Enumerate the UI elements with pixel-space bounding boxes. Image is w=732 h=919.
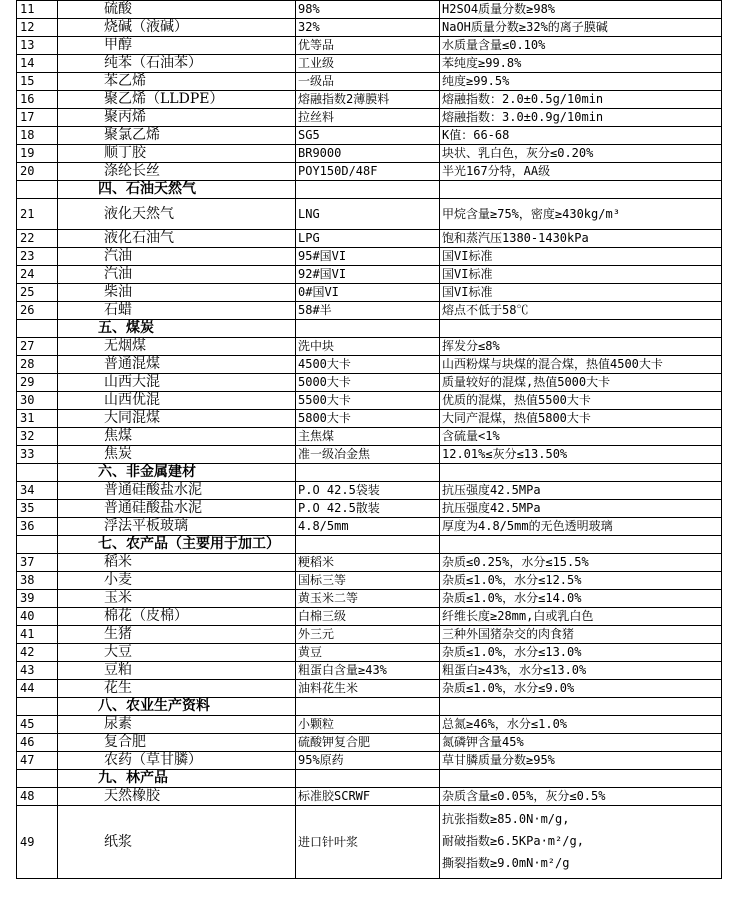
commodity-spec: LNG bbox=[296, 199, 440, 230]
quality-standard: 熔融指数：3.0±0.9g/10min bbox=[440, 109, 722, 127]
row-number: 39 bbox=[17, 590, 58, 608]
commodity-name: 纯苯（石油苯） bbox=[58, 55, 296, 73]
row-number: 44 bbox=[17, 680, 58, 698]
section-number-cell bbox=[17, 770, 58, 788]
row-number: 12 bbox=[17, 19, 58, 37]
commodity-spec: P.O 42.5袋装 bbox=[296, 482, 440, 500]
section-number-cell bbox=[17, 464, 58, 482]
quality-standard: 饱和蒸汽压1380-1430kPa bbox=[440, 230, 722, 248]
quality-standard: 山西粉煤与块煤的混合煤，热值4500大卡 bbox=[440, 356, 722, 374]
section-header-row bbox=[17, 536, 722, 554]
commodity-spec: 95#国VI bbox=[296, 248, 440, 266]
commodity-spec: 熔融指数2薄膜料 bbox=[296, 91, 440, 109]
row-number: 21 bbox=[17, 199, 58, 230]
table-row bbox=[17, 752, 722, 770]
section-number-cell bbox=[17, 320, 58, 338]
commodity-spec: 硫酸钾复合肥 bbox=[296, 734, 440, 752]
section-number-cell bbox=[17, 181, 58, 199]
table-row bbox=[17, 356, 722, 374]
quality-standard-line: 抗张指数≥85.0N·m/g, bbox=[442, 812, 570, 826]
quality-standard: 氮磷钾含量45% bbox=[440, 734, 722, 752]
quality-standard bbox=[440, 806, 722, 879]
row-number: 35 bbox=[17, 500, 58, 518]
table-row bbox=[17, 662, 722, 680]
commodity-name: 液化天然气 bbox=[58, 199, 296, 230]
row-number: 36 bbox=[17, 518, 58, 536]
commodity-name: 棉花（皮棉） bbox=[58, 608, 296, 626]
quality-standard: 优质的混煤，热值5500大卡 bbox=[440, 392, 722, 410]
commodity-name: 甲醇 bbox=[58, 37, 296, 55]
table-row bbox=[17, 230, 722, 248]
section-std-cell bbox=[440, 464, 722, 482]
section-number-cell bbox=[17, 536, 58, 554]
commodity-name: 玉米 bbox=[58, 590, 296, 608]
commodity-name: 涤纶长丝 bbox=[58, 163, 296, 181]
quality-standard: 熔融指数：2.0±0.5g/10min bbox=[440, 91, 722, 109]
commodity-spec: 黄豆 bbox=[296, 644, 440, 662]
row-number: 13 bbox=[17, 37, 58, 55]
row-number: 46 bbox=[17, 734, 58, 752]
quality-standard: 质量较好的混煤,热值5000大卡 bbox=[440, 374, 722, 392]
commodity-spec: 5800大卡 bbox=[296, 410, 440, 428]
commodity-name: 聚氯乙烯 bbox=[58, 127, 296, 145]
commodity-name: 苯乙烯 bbox=[58, 73, 296, 91]
row-number: 15 bbox=[17, 73, 58, 91]
table-row bbox=[17, 500, 722, 518]
row-number: 31 bbox=[17, 410, 58, 428]
table-row bbox=[17, 266, 722, 284]
row-number: 33 bbox=[17, 446, 58, 464]
row-number: 40 bbox=[17, 608, 58, 626]
table-row bbox=[17, 788, 722, 806]
commodity-spec: 32% bbox=[296, 19, 440, 37]
section-spec-cell bbox=[296, 320, 440, 338]
section-header-row bbox=[17, 698, 722, 716]
quality-standard: 抗压强度42.5MPa bbox=[440, 500, 722, 518]
commodity-name: 液化石油气 bbox=[58, 230, 296, 248]
commodity-spec: 标准胶SCRWF bbox=[296, 788, 440, 806]
row-number: 23 bbox=[17, 248, 58, 266]
row-number: 17 bbox=[17, 109, 58, 127]
commodity-name: 无烟煤 bbox=[58, 338, 296, 356]
quality-standard: 纤维长度≥28mm,白或乳白色 bbox=[440, 608, 722, 626]
section-header-row bbox=[17, 181, 722, 199]
section-title: 八、农业生产资料 bbox=[58, 698, 296, 716]
table-row bbox=[17, 91, 722, 109]
quality-standard: 国VI标准 bbox=[440, 248, 722, 266]
quality-standard: NaOH质量分数≥32%的离子膜碱 bbox=[440, 19, 722, 37]
commodity-name: 石蜡 bbox=[58, 302, 296, 320]
row-number: 29 bbox=[17, 374, 58, 392]
table-row bbox=[17, 428, 722, 446]
commodity-spec: 油料花生米 bbox=[296, 680, 440, 698]
commodity-table bbox=[16, 0, 722, 879]
commodity-name: 普通硅酸盐水泥 bbox=[58, 482, 296, 500]
commodity-spec: LPG bbox=[296, 230, 440, 248]
section-spec-cell bbox=[296, 698, 440, 716]
row-number: 20 bbox=[17, 163, 58, 181]
commodity-spec: 5500大卡 bbox=[296, 392, 440, 410]
row-number: 26 bbox=[17, 302, 58, 320]
row-number: 25 bbox=[17, 284, 58, 302]
quality-standard: 杂质≤1.0%，水分≤14.0% bbox=[440, 590, 722, 608]
commodity-spec: 工业级 bbox=[296, 55, 440, 73]
table-row bbox=[17, 55, 722, 73]
row-number: 42 bbox=[17, 644, 58, 662]
row-number: 30 bbox=[17, 392, 58, 410]
quality-standard: 国VI标准 bbox=[440, 266, 722, 284]
quality-standard: K值：66-68 bbox=[440, 127, 722, 145]
price-table-sheet bbox=[16, 0, 721, 879]
table-row bbox=[17, 518, 722, 536]
row-number: 45 bbox=[17, 716, 58, 734]
quality-standard: 挥发分≤8% bbox=[440, 338, 722, 356]
quality-standard: 粗蛋白≥43%，水分≤13.0% bbox=[440, 662, 722, 680]
commodity-spec: 洗中块 bbox=[296, 338, 440, 356]
section-std-cell bbox=[440, 536, 722, 554]
quality-standard: 抗压强度42.5MPa bbox=[440, 482, 722, 500]
row-number: 28 bbox=[17, 356, 58, 374]
commodity-name: 农药（草甘膦） bbox=[58, 752, 296, 770]
commodity-spec: 拉丝料 bbox=[296, 109, 440, 127]
commodity-name: 尿素 bbox=[58, 716, 296, 734]
commodity-name: 大同混煤 bbox=[58, 410, 296, 428]
row-number: 16 bbox=[17, 91, 58, 109]
commodity-spec: 准一级冶金焦 bbox=[296, 446, 440, 464]
commodity-name: 纸浆 bbox=[58, 806, 296, 879]
commodity-spec: SG5 bbox=[296, 127, 440, 145]
quality-standard: 草甘膦质量分数≥95% bbox=[440, 752, 722, 770]
quality-standard: 杂质含量≤0.05%，灰分≤0.5% bbox=[440, 788, 722, 806]
quality-standard: 苯纯度≥99.8% bbox=[440, 55, 722, 73]
row-number: 19 bbox=[17, 145, 58, 163]
quality-standard: 含硫量<1% bbox=[440, 428, 722, 446]
quality-standard-line: 耐破指数≥6.5KPa·m²/g, bbox=[442, 834, 584, 848]
commodity-name: 普通混煤 bbox=[58, 356, 296, 374]
commodity-spec: 主焦煤 bbox=[296, 428, 440, 446]
quality-standard: 12.01%≤灰分≤13.50% bbox=[440, 446, 722, 464]
table-row bbox=[17, 608, 722, 626]
quality-standard: 厚度为4.8/5mm的无色透明玻璃 bbox=[440, 518, 722, 536]
table-row bbox=[17, 590, 722, 608]
commodity-name: 焦炭 bbox=[58, 446, 296, 464]
table-row bbox=[17, 716, 722, 734]
quality-standard: 总氮≥46%，水分≤1.0% bbox=[440, 716, 722, 734]
table-row bbox=[17, 163, 722, 181]
commodity-name: 聚乙烯（LLDPE） bbox=[58, 91, 296, 109]
table-row bbox=[17, 338, 722, 356]
table-row bbox=[17, 145, 722, 163]
quality-standard: 杂质≤1.0%，水分≤13.0% bbox=[440, 644, 722, 662]
section-std-cell bbox=[440, 320, 722, 338]
commodity-spec: 粳稻米 bbox=[296, 554, 440, 572]
quality-standard: 大同产混煤，热值5800大卡 bbox=[440, 410, 722, 428]
section-header-row bbox=[17, 320, 722, 338]
table-row bbox=[17, 109, 722, 127]
quality-standard: 半光167分特，AA级 bbox=[440, 163, 722, 181]
row-number: 41 bbox=[17, 626, 58, 644]
commodity-spec: 黄玉米二等 bbox=[296, 590, 440, 608]
commodity-name: 稻米 bbox=[58, 554, 296, 572]
section-std-cell bbox=[440, 181, 722, 199]
row-number: 47 bbox=[17, 752, 58, 770]
commodity-name: 聚丙烯 bbox=[58, 109, 296, 127]
commodity-name: 焦煤 bbox=[58, 428, 296, 446]
row-number: 14 bbox=[17, 55, 58, 73]
row-number: 18 bbox=[17, 127, 58, 145]
commodity-spec: 外三元 bbox=[296, 626, 440, 644]
section-number-cell bbox=[17, 698, 58, 716]
quality-standard: 杂质≤1.0%，水分≤9.0% bbox=[440, 680, 722, 698]
table-row bbox=[17, 302, 722, 320]
table-row bbox=[17, 626, 722, 644]
commodity-spec: 国标三等 bbox=[296, 572, 440, 590]
table-row bbox=[17, 248, 722, 266]
table-row bbox=[17, 284, 722, 302]
quality-standard: 纯度≥99.5% bbox=[440, 73, 722, 91]
commodity-name: 普通硅酸盐水泥 bbox=[58, 500, 296, 518]
commodity-spec: 5000大卡 bbox=[296, 374, 440, 392]
section-spec-cell bbox=[296, 464, 440, 482]
row-number: 34 bbox=[17, 482, 58, 500]
section-std-cell bbox=[440, 698, 722, 716]
table-row bbox=[17, 19, 722, 37]
commodity-name: 硫酸 bbox=[58, 1, 296, 19]
commodity-spec: 小颗粒 bbox=[296, 716, 440, 734]
table-row bbox=[17, 410, 722, 428]
table-row bbox=[17, 554, 722, 572]
commodity-spec: 4500大卡 bbox=[296, 356, 440, 374]
commodity-spec: 95%原药 bbox=[296, 752, 440, 770]
table-row bbox=[17, 199, 722, 230]
commodity-spec: 4.8/5mm bbox=[296, 518, 440, 536]
commodity-name: 复合肥 bbox=[58, 734, 296, 752]
commodity-spec: 92#国VI bbox=[296, 266, 440, 284]
table-row bbox=[17, 644, 722, 662]
table-row bbox=[17, 734, 722, 752]
commodity-name: 浮法平板玻璃 bbox=[58, 518, 296, 536]
table-row bbox=[17, 482, 722, 500]
section-title: 四、石油天然气 bbox=[58, 181, 296, 199]
commodity-name: 小麦 bbox=[58, 572, 296, 590]
table-row bbox=[17, 446, 722, 464]
row-number: 32 bbox=[17, 428, 58, 446]
table-row bbox=[17, 374, 722, 392]
commodity-spec: 98% bbox=[296, 1, 440, 19]
commodity-spec: 粗蛋白含量≥43% bbox=[296, 662, 440, 680]
commodity-spec: 进口针叶浆 bbox=[296, 806, 440, 879]
quality-standard-line: 撕裂指数≥9.0mN·m²/g bbox=[442, 856, 570, 870]
quality-standard: H2SO4质量分数≥98% bbox=[440, 1, 722, 19]
section-title: 五、煤炭 bbox=[58, 320, 296, 338]
commodity-name: 豆粕 bbox=[58, 662, 296, 680]
row-number: 43 bbox=[17, 662, 58, 680]
quality-standard: 甲烷含量≥75%，密度≥430kg/m³ bbox=[440, 199, 722, 230]
row-number: 49 bbox=[17, 806, 58, 879]
table-row bbox=[17, 392, 722, 410]
row-number: 48 bbox=[17, 788, 58, 806]
row-number: 27 bbox=[17, 338, 58, 356]
section-header-row bbox=[17, 464, 722, 482]
row-number: 38 bbox=[17, 572, 58, 590]
commodity-spec: 0#国VI bbox=[296, 284, 440, 302]
quality-standard: 水质量含量≤0.10% bbox=[440, 37, 722, 55]
section-spec-cell bbox=[296, 770, 440, 788]
row-number: 11 bbox=[17, 1, 58, 19]
commodity-name: 花生 bbox=[58, 680, 296, 698]
quality-standard: 熔点不低于58℃ bbox=[440, 302, 722, 320]
commodity-name: 大豆 bbox=[58, 644, 296, 662]
table-row bbox=[17, 73, 722, 91]
commodity-name: 山西优混 bbox=[58, 392, 296, 410]
table-row bbox=[17, 127, 722, 145]
commodity-name: 汽油 bbox=[58, 266, 296, 284]
section-title: 九、林产品 bbox=[58, 770, 296, 788]
commodity-name: 烧碱（液碱） bbox=[58, 19, 296, 37]
quality-standard: 国VI标准 bbox=[440, 284, 722, 302]
commodity-name: 柴油 bbox=[58, 284, 296, 302]
commodity-name: 生猪 bbox=[58, 626, 296, 644]
commodity-name: 顺丁胶 bbox=[58, 145, 296, 163]
quality-standard: 杂质≤0.25%，水分≤15.5% bbox=[440, 554, 722, 572]
row-number: 37 bbox=[17, 554, 58, 572]
commodity-spec: 一级品 bbox=[296, 73, 440, 91]
commodity-name: 汽油 bbox=[58, 248, 296, 266]
row-number: 22 bbox=[17, 230, 58, 248]
commodity-spec: BR9000 bbox=[296, 145, 440, 163]
quality-standard: 块状、乳白色，灰分≤0.20% bbox=[440, 145, 722, 163]
section-title: 七、农产品（主要用于加工） bbox=[58, 536, 296, 554]
table-row bbox=[17, 1, 722, 19]
quality-standard: 杂质≤1.0%，水分≤12.5% bbox=[440, 572, 722, 590]
section-spec-cell bbox=[296, 181, 440, 199]
row-number: 24 bbox=[17, 266, 58, 284]
commodity-spec: 58#半 bbox=[296, 302, 440, 320]
commodity-name: 天然橡胶 bbox=[58, 788, 296, 806]
table-row bbox=[17, 572, 722, 590]
commodity-name: 山西大混 bbox=[58, 374, 296, 392]
section-title: 六、非金属建材 bbox=[58, 464, 296, 482]
commodity-spec: POY150D/48F bbox=[296, 163, 440, 181]
section-header-row bbox=[17, 770, 722, 788]
commodity-spec: 白棉三级 bbox=[296, 608, 440, 626]
commodity-spec: 优等品 bbox=[296, 37, 440, 55]
commodity-spec: P.O 42.5散装 bbox=[296, 500, 440, 518]
section-spec-cell bbox=[296, 536, 440, 554]
quality-standard: 三种外国猪杂交的肉食猪 bbox=[440, 626, 722, 644]
table-row bbox=[17, 680, 722, 698]
table-row bbox=[17, 37, 722, 55]
table-row bbox=[17, 806, 722, 879]
section-std-cell bbox=[440, 770, 722, 788]
